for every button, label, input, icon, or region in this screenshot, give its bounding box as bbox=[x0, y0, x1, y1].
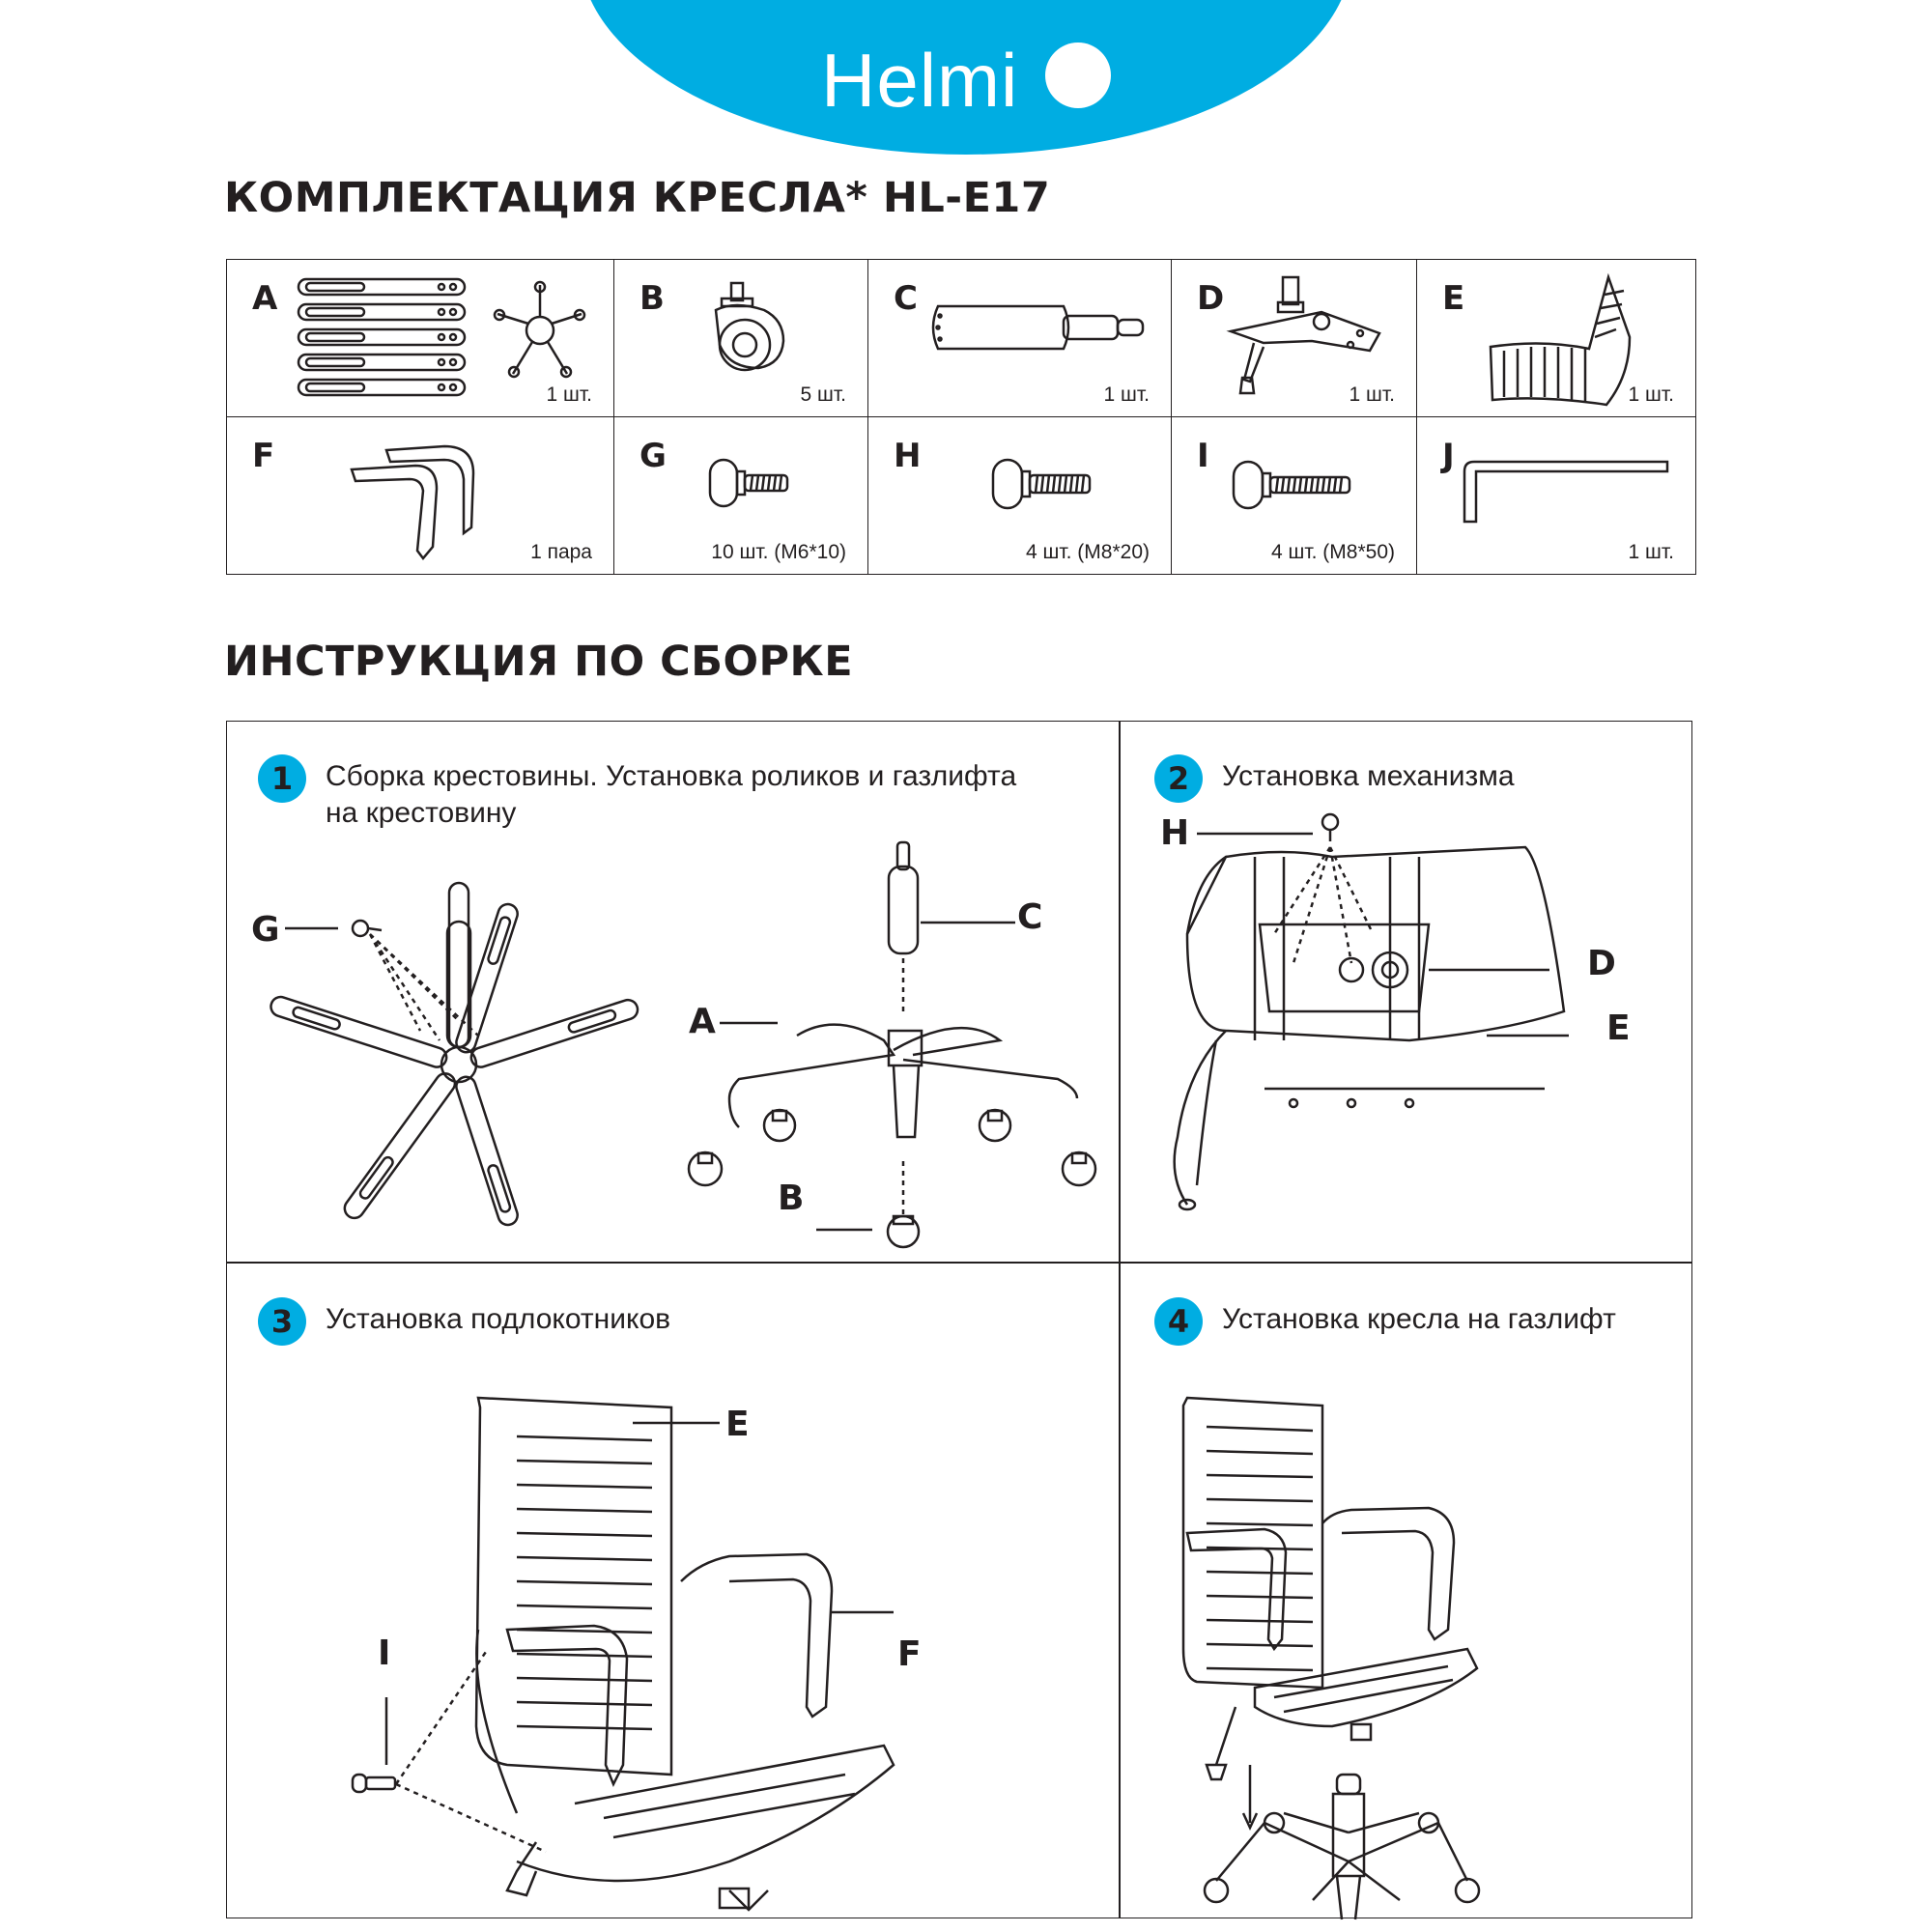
part-letter: F bbox=[252, 437, 275, 475]
part-letter: C bbox=[894, 279, 918, 318]
caster-icon bbox=[706, 281, 803, 378]
assembly-title: ИНСТРУКЦИЯ ПО СБОРКЕ bbox=[224, 638, 854, 686]
part-cell-g bbox=[614, 417, 868, 575]
gas-lift-icon bbox=[928, 300, 1151, 354]
step-number-badge: 4 bbox=[1154, 1297, 1203, 1346]
part-letter: A bbox=[252, 279, 278, 318]
part-letter: I bbox=[1197, 437, 1209, 475]
part-cell-i bbox=[1172, 417, 1417, 575]
brand-logo: Helmi bbox=[821, 38, 1019, 123]
part-letter: D bbox=[1197, 279, 1225, 318]
part-qty: 1 пара bbox=[530, 541, 592, 563]
part-letter: E bbox=[1442, 279, 1465, 318]
part-qty: 1 шт. bbox=[546, 384, 592, 406]
label-a: A bbox=[689, 1002, 716, 1041]
step-1-illustration bbox=[227, 722, 1116, 1263]
part-cell-a bbox=[227, 260, 614, 417]
step-number-badge: 3 bbox=[258, 1297, 306, 1346]
screw-icon bbox=[706, 456, 793, 514]
long-screw-icon bbox=[1230, 458, 1355, 516]
label-b: B bbox=[778, 1179, 805, 1218]
label-e: E bbox=[725, 1405, 750, 1444]
part-cell-d bbox=[1172, 260, 1417, 417]
kit-title: КОМПЛЕКТАЦИЯ КРЕСЛА* HL-E17 bbox=[224, 174, 1051, 222]
part-letter: H bbox=[894, 437, 922, 475]
part-letter: J bbox=[1442, 437, 1455, 475]
part-qty: 4 шт. (М8*50) bbox=[1270, 541, 1395, 563]
step-number-badge: 1 bbox=[258, 754, 306, 803]
label-f: F bbox=[897, 1634, 922, 1674]
seat-frame-icon bbox=[1485, 270, 1639, 410]
logo-dot-icon bbox=[1045, 43, 1111, 108]
step-3-illustration bbox=[227, 1263, 1116, 1919]
part-letter: B bbox=[639, 279, 665, 318]
part-letter: G bbox=[639, 437, 667, 475]
part-cell-h bbox=[868, 417, 1172, 575]
armrest-icon bbox=[348, 431, 493, 566]
step-4-illustration bbox=[1120, 1263, 1693, 1919]
label-h: H bbox=[1160, 813, 1190, 853]
step-2-illustration bbox=[1120, 722, 1693, 1263]
part-qty: 5 шт. bbox=[800, 384, 846, 406]
label-c: C bbox=[1017, 897, 1043, 937]
part-cell-f bbox=[227, 417, 614, 575]
part-qty: 1 шт. bbox=[1349, 384, 1395, 406]
step-4-line1: Установка кресла на газлифт bbox=[1222, 1303, 1616, 1335]
part-qty: 1 шт. bbox=[1628, 384, 1674, 406]
screw-icon bbox=[989, 456, 1095, 514]
part-cell-e bbox=[1417, 260, 1696, 417]
step-3-line1: Установка подлокотников bbox=[326, 1303, 671, 1335]
cross-base-icon bbox=[297, 277, 596, 398]
step-number-badge: 2 bbox=[1154, 754, 1203, 803]
part-qty: 1 шт. bbox=[1103, 384, 1150, 406]
part-qty: 1 шт. bbox=[1628, 541, 1674, 563]
step-1-line1: Сборка крестовины. Установка роликов и газлифта bbox=[326, 760, 1017, 792]
label-g: G bbox=[251, 910, 280, 950]
part-cell-j bbox=[1417, 417, 1696, 575]
part-qty: 4 шт. (М8*20) bbox=[1025, 541, 1150, 563]
part-cell-b bbox=[614, 260, 868, 417]
assembly-grid bbox=[226, 721, 1692, 1918]
hex-key-icon bbox=[1461, 458, 1673, 526]
part-cell-c bbox=[868, 260, 1172, 417]
label-d: D bbox=[1587, 944, 1616, 983]
step-2-line1: Установка механизма bbox=[1222, 760, 1515, 792]
step-1-line2: на крестовину bbox=[326, 797, 517, 829]
label-i: I bbox=[378, 1634, 391, 1673]
label-e: E bbox=[1606, 1009, 1631, 1048]
part-qty: 10 шт. (М6*10) bbox=[711, 541, 846, 563]
parts-table bbox=[226, 259, 1696, 575]
